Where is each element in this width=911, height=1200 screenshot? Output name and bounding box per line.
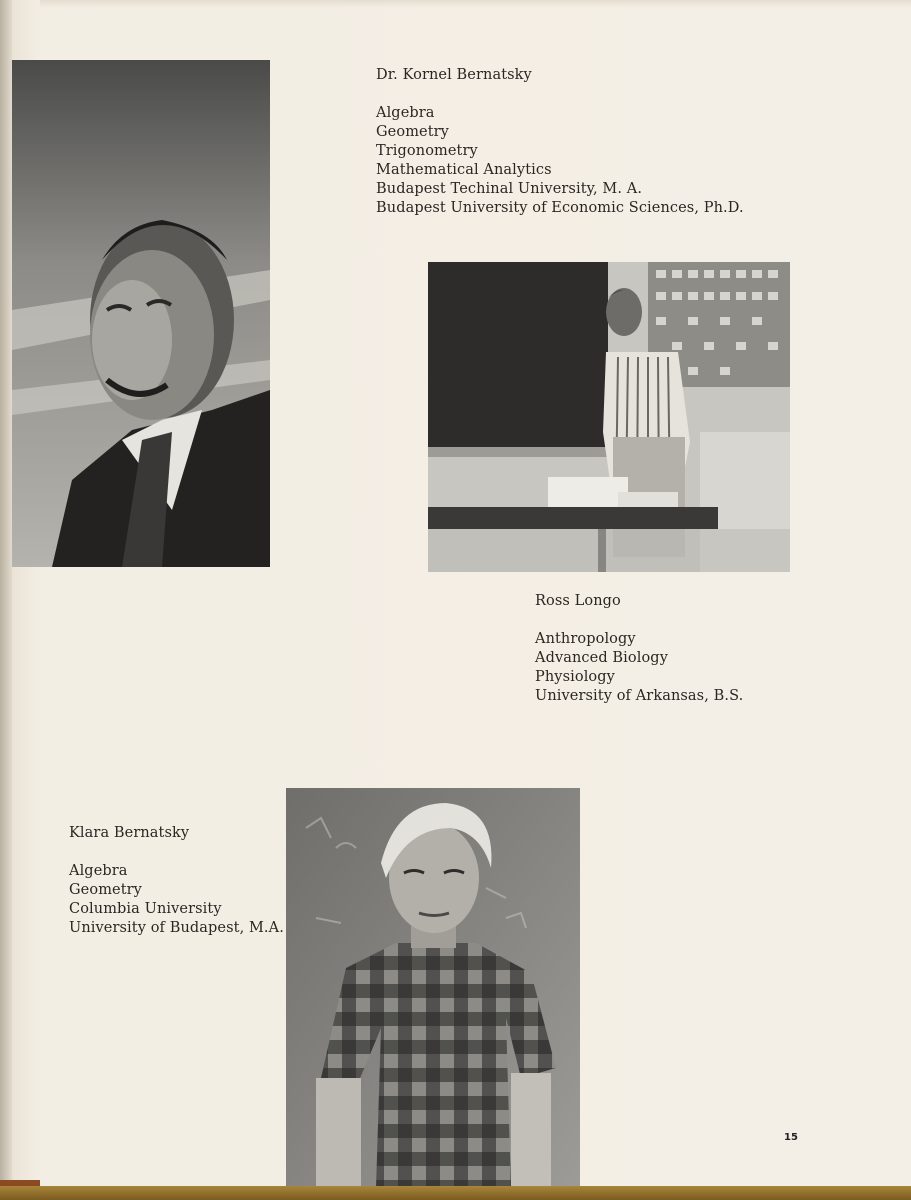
page-top-edge bbox=[40, 0, 911, 8]
profile-line: University of Budapest, M.A. bbox=[69, 920, 284, 936]
profile-line: Geometry bbox=[69, 882, 142, 898]
profile-name: Klara Bernatsky bbox=[69, 825, 190, 841]
caption-ross-longo bbox=[535, 592, 743, 706]
profile-line: Columbia University bbox=[69, 901, 222, 917]
caption-klara-bernatsky bbox=[69, 824, 284, 938]
profile-line: University of Arkansas, B.S. bbox=[535, 688, 744, 704]
profile-line: Trigonometry bbox=[376, 143, 478, 159]
photo-klara-bernatsky bbox=[286, 788, 580, 1188]
profile-line: Advanced Biology bbox=[535, 650, 668, 666]
profile-name: Ross Longo bbox=[535, 593, 621, 609]
profile-line: Algebra bbox=[376, 105, 435, 121]
profile-line: Budapest Techinal University, M. A. bbox=[376, 181, 643, 197]
profile-line: Algebra bbox=[69, 863, 128, 879]
profile-line: Budapest University of Economic Sciences, Ph.D. bbox=[376, 200, 744, 216]
caption-kornel-bernatsky bbox=[376, 66, 744, 218]
profile-name: Dr. Kornel Bernatsky bbox=[376, 67, 532, 83]
page-spine-shadow bbox=[0, 0, 12, 1200]
profile-line: Geometry bbox=[376, 124, 449, 140]
page-bottom-edge bbox=[0, 1186, 911, 1200]
photo-ross-longo bbox=[428, 262, 790, 572]
profile-line: Physiology bbox=[535, 669, 615, 685]
page-number: 15 bbox=[784, 1132, 798, 1143]
profile-line: Mathematical Analytics bbox=[376, 162, 552, 178]
profile-line: Anthropology bbox=[535, 631, 636, 647]
photo-kornel-bernatsky bbox=[12, 60, 270, 567]
